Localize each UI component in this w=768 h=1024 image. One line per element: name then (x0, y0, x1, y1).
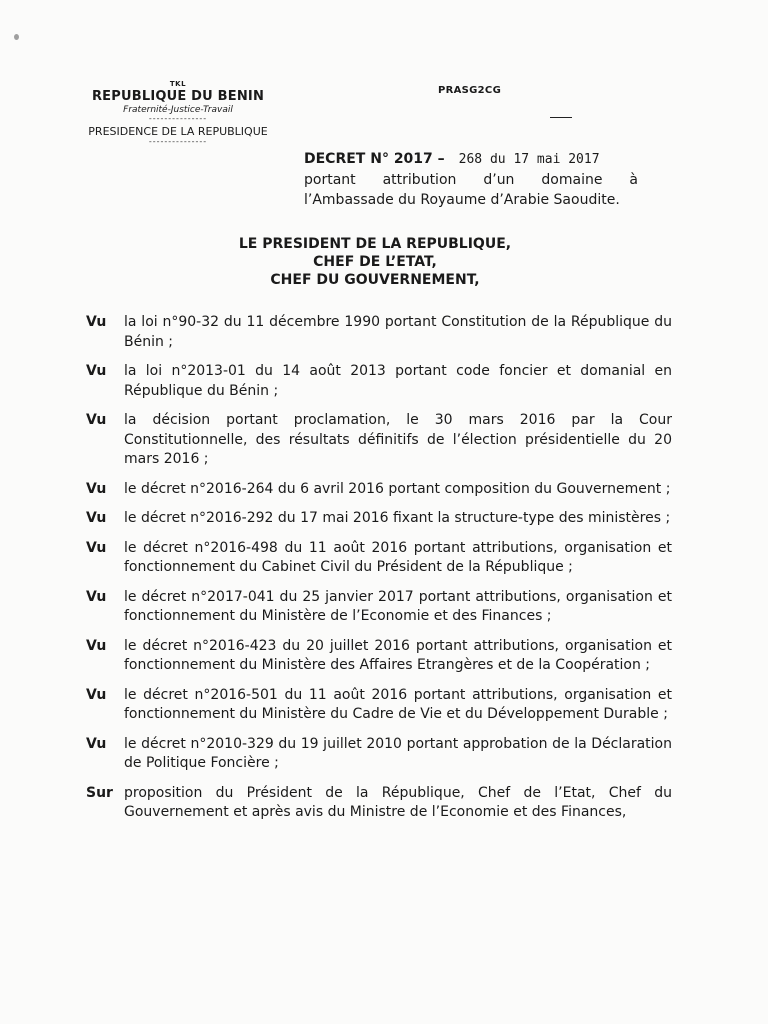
recital-keyword: Vu (86, 637, 107, 654)
recital-keyword: Vu (86, 510, 107, 526)
recital-text: la loi n°90-32 du 11 décembre 1990 portant Constitution de la République du Bénin ; (124, 314, 672, 350)
recital-item (86, 480, 672, 500)
recital-item (86, 784, 672, 823)
recitals-list (86, 313, 672, 833)
decree-title: DECRET N° 2017 – (304, 151, 445, 167)
reference-code: PRASG2CG (438, 85, 502, 96)
country-name: REPUBLIQUE DU BENIN (91, 89, 265, 104)
divider: --------------- (148, 114, 208, 123)
authority-line: CHEF DU GOUVERNEMENT, (270, 272, 480, 288)
recital-text: le décret n°2010-329 du 19 juillet 2010 portant approbation de la Déclaration de Politique Foncière ; (124, 735, 672, 771)
recital-item (86, 362, 672, 401)
decree-number: 268 du 17 mai 2017 (458, 152, 600, 167)
recital-text: le décret n°2016-501 du 11 août 2016 portant attributions, organisation et fonctionnement du Ministère du Cadre de Vie et du Développement Durable ; (124, 686, 672, 722)
recital-text: le décret n°2017-041 du 25 janvier 2017 portant attributions, organisation et fonctionnement du Ministère de l’Economie et des Finances ; (124, 588, 672, 624)
recital-text: le décret n°2016-498 du 11 août 2016 portant attributions, organisation et fonctionnement du Cabinet Civil du Président de la République ; (124, 539, 672, 575)
recital-item (86, 735, 672, 774)
recital-keyword: Vu (86, 363, 107, 379)
scan-speck (14, 34, 19, 40)
presidency-label: PRESIDENCE DE LA REPUBLIQUE (88, 125, 268, 138)
recital-keyword: Vu (86, 314, 107, 330)
recital-keyword: Vu (86, 735, 107, 752)
letterhead (78, 80, 278, 145)
recital-item (86, 509, 672, 529)
recital-item (86, 588, 672, 627)
recital-text: la décision portant proclamation, le 30 mars 2016 par la Cour Constitutionnelle, des résultats définitifs de l’élection présidentielle du 20 mars 2016 ; (124, 412, 672, 467)
national-motto: Fraternité-Justice-Travail (123, 105, 233, 115)
recital-text: le décret n°2016-292 du 17 mai 2016 fixant la structure-type des ministères ; (124, 510, 671, 526)
recital-keyword: Vu (86, 686, 107, 703)
recital-item (86, 539, 672, 578)
recital-keyword: Vu (86, 480, 107, 497)
authority-line: CHEF DE L’ETAT, (313, 254, 437, 270)
recital-keyword: Sur (86, 784, 113, 801)
divider: --------------- (148, 137, 208, 146)
recital-text: proposition du Président de la République, Chef de l’Etat, Chef du Gouvernement et après avis du Ministre de l’Economie et des Finances, (124, 784, 672, 820)
recital-text: le décret n°2016-423 du 20 juillet 2016 portant attributions, organisation et fonctionnement du Ministère des Affaires Etrangères et de la Coopération ; (124, 637, 672, 673)
reference-underline (550, 117, 572, 118)
authority-line: LE PRESIDENT DE LA REPUBLIQUE, (238, 236, 512, 252)
recital-keyword: Vu (86, 588, 107, 605)
decree-subject: portant attribution d’un domaine à l’Ambassade du Royaume d’Arabie Saoudite. (304, 172, 638, 208)
recital-item (86, 637, 672, 676)
issuing-authority (150, 235, 600, 289)
decree-heading (304, 151, 638, 210)
recital-keyword: Vu (86, 539, 107, 556)
recital-item (86, 313, 672, 352)
recital-text: le décret n°2016-264 du 6 avril 2016 portant composition du Gouvernement ; (124, 480, 671, 497)
recital-item (86, 411, 672, 470)
recital-item (86, 686, 672, 725)
initials-mark: TKL (169, 80, 187, 88)
decree-title-line (304, 151, 638, 167)
recital-text: la loi n°2013-01 du 14 août 2013 portant code foncier et domanial en République du Bénin ; (124, 363, 672, 399)
recital-keyword: Vu (86, 412, 107, 428)
